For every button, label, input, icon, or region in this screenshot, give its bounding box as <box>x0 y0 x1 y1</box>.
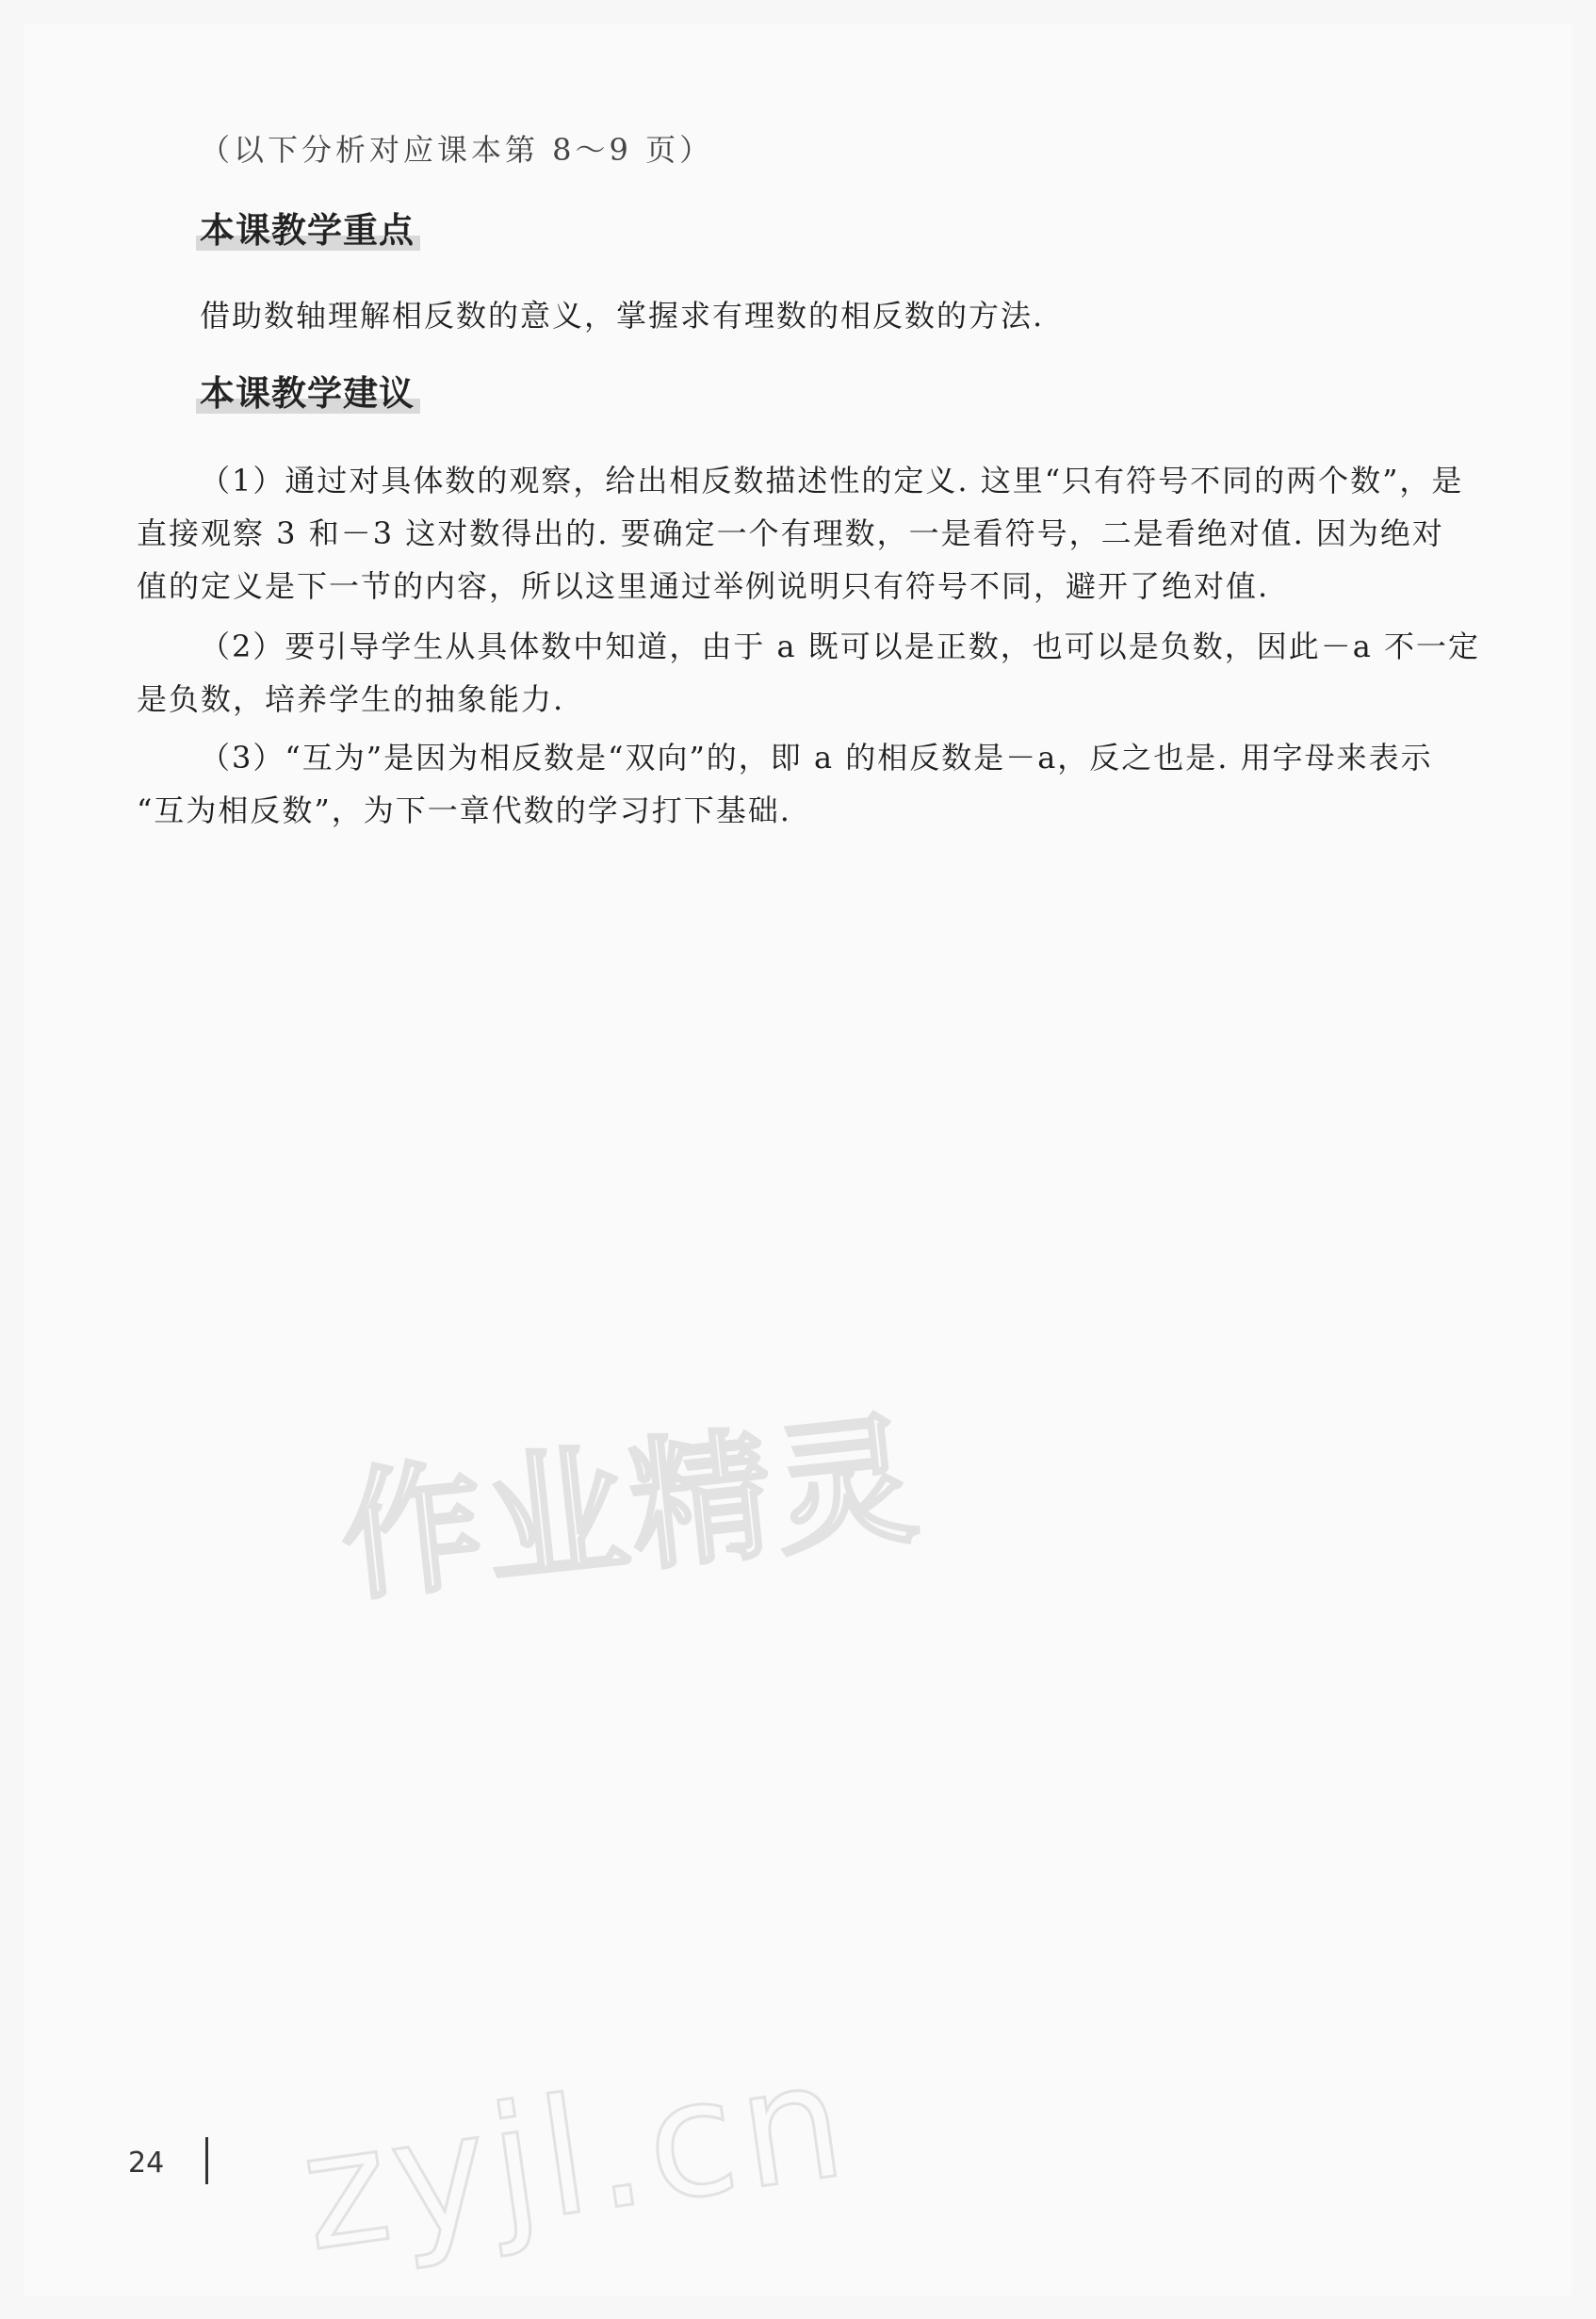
heading-teaching-suggestions-text: 本课教学建议 <box>200 373 415 414</box>
suggestion-1-line-1: （1）通过对具体数的观察，给出相反数描述性的定义. 这里“只有符号不同的两个数”，是 <box>200 463 1464 498</box>
suggestion-3-line-2: “互为相反数”，为下一章代数的学习打下基础. <box>137 792 791 828</box>
page-number-divider <box>205 2137 208 2184</box>
scope-note: （以下分析对应课本第 8～9 页） <box>200 132 714 168</box>
suggestion-item-1 <box>137 454 1474 612</box>
page-number: 24 <box>128 2147 165 2180</box>
heading-teaching-suggestions <box>200 365 415 416</box>
suggestion-item-2 <box>137 620 1481 726</box>
watermark-logo: 作业精灵 <box>334 1397 928 1622</box>
suggestion-3-line-1: （3）“互为”是因为相反数是“双向”的，即 a 的相反数是－a，反之也是. 用字母来表示 <box>200 740 1433 776</box>
heading-teaching-focus-text: 本课教学重点 <box>200 210 415 251</box>
suggestion-item-3 <box>137 731 1474 837</box>
suggestion-1-line-2: 直接观察 3 和－3 这对数得出的. 要确定一个有理数，一是看符号，二是看绝对值. 因为绝对 <box>137 515 1444 551</box>
suggestion-2-line-1: （2）要引导学生从具体数中知道，由于 a 既可以是正数，也可以是负数，因此－a 不一定 <box>200 629 1481 664</box>
suggestion-1-line-3: 值的定义是下一节的内容，所以这里通过举例说明只有符号不同，避开了绝对值. <box>137 568 1270 604</box>
teaching-focus-text: 借助数轴理解相反数的意义，掌握求有理数的相反数的方法. <box>200 298 1045 334</box>
suggestion-2-line-2: 是负数，培养学生的抽象能力. <box>137 681 565 717</box>
heading-teaching-focus <box>200 202 415 253</box>
watermark-url: zyjl.cn <box>291 2026 860 2288</box>
